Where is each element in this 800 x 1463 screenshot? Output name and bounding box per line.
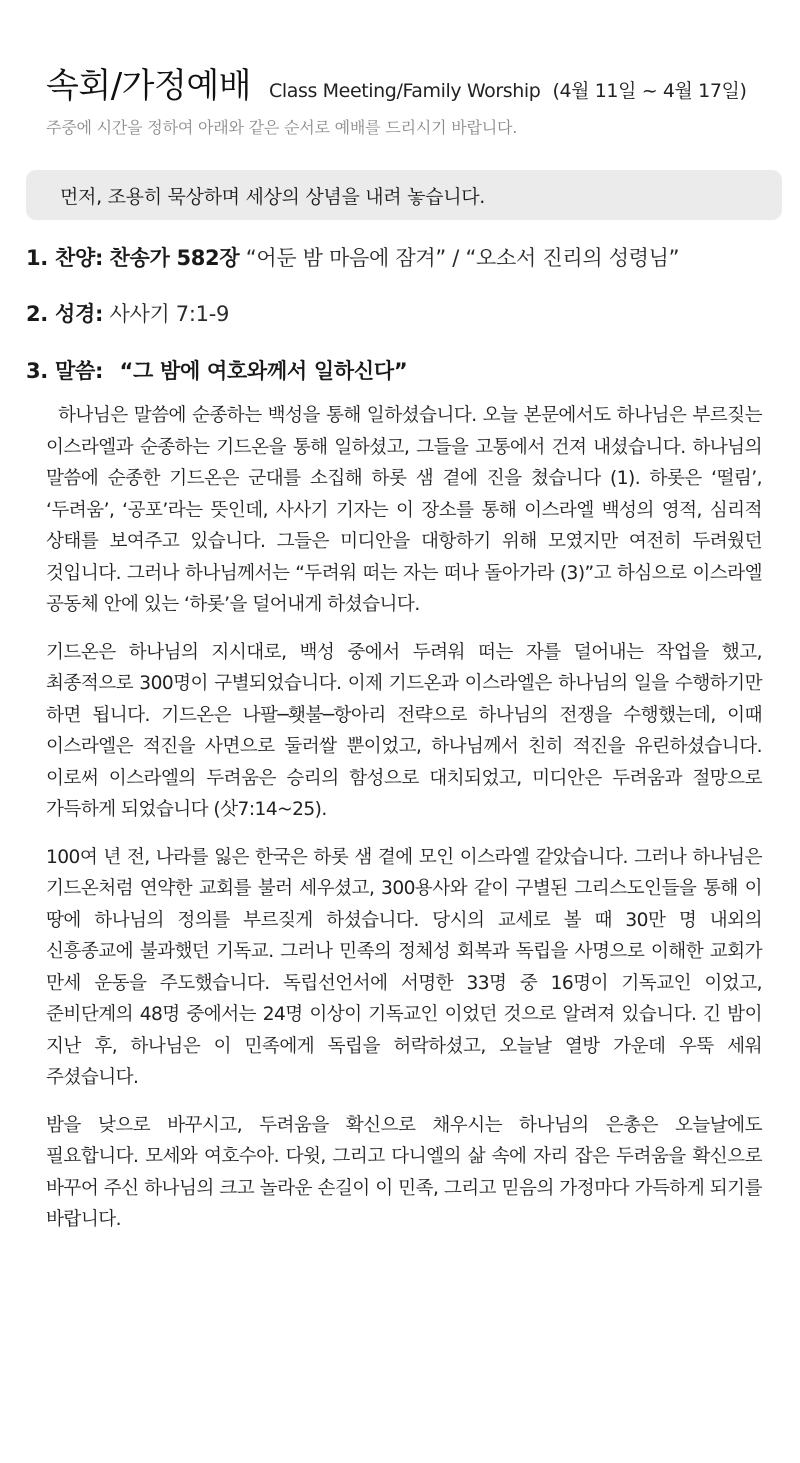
title-row <box>46 58 770 107</box>
page-title: 속회/가정예배 <box>46 66 252 106</box>
hymn-titles: “어둔 밤 마음에 잠겨” / “오소서 진리의 성령님” <box>245 246 680 270</box>
page-title-english: Class Meeting/Family Worship <box>269 80 541 102</box>
page-subtitle: 주중에 시간을 정하여 아래와 같은 순서로 예배를 드리시기 바랍니다. <box>46 118 518 137</box>
sermon-paragraph: 밤을 낮으로 바꾸시고, 두려움을 확신으로 채우시는 하나님의 은총은 오늘날에도 필요합니다. 모세와 여호수아. 다윗, 그리고 다니엘의 삶 속에 자리 잡은 두려움을 확신으로 바꾸어 주신 하나님의 크고 놀라운 손길이 이 민족, 그리고 믿음의 가정마다 가득하게 되기를 바랍니다. <box>46 1114 762 1230</box>
hymn-number: 찬송가 582장 <box>109 246 240 270</box>
sermon-body <box>46 400 762 1252</box>
scripture-reference: 사사기 7:1-9 <box>109 302 230 326</box>
sermon-paragraph: 하나님은 말씀에 순종하는 백성을 통해 일하셨습니다. 오늘 본문에서도 하나님은 부르짖는 이스라엘과 순종하는 기드온을 통해 일하셨고, 그들을 고통에서 건져 내셨습니다. 하나님의 말씀에 순종한 기드온은 군대를 소집해 하롯 샘 곁에 진을 쳤습니다 (1). 하롯은 ‘떨림’, ‘두려움’, ‘공포’라는 뜻인데, 사사기 기자는 이 장소를 통해 이스라엘 백성의 영적, 심리적 상태를 보여주고 있습니다. 그들은 미디안을 대항하기 위해 모였지만 여전히 두려웠던 것입니다. 그러나 하나님께서는 “두려워 떠는 자는 떠나 돌아가라 (3)”고 하심으로 이스라엘 공동체 안에 있는 ‘하롯’을 덜어내게 하셨습니다. <box>46 405 762 615</box>
sermon-paragraph: 기드온은 하나님의 지시대로, 백성 중에서 두려워 떠는 자를 덜어내는 작업을 했고, 최종적으로 300명이 구별되었습니다. 이제 기드온과 이스라엘은 하나님의 일을 수행하기만 하면 됩니다. 기드온은 나팔─횃불─항아리 전략으로 하나님의 전쟁을 수행했는데, 이때 이스라엘은 적진을 사면으로 둘러쌀 뿐이었고, 하나님께서 친히 적진을 유린하셨습니다. 이로써 이스라엘의 두려움은 승리의 함성으로 대치되었고, 미디안은 두려움과 절망으로 가득하게 되었습니다 (삿7:14~25). <box>46 641 762 820</box>
sermon-label: 3. 말씀: <box>26 359 104 383</box>
meditation-text: 먼저, 조용히 묵상하며 세상의 상념을 내려 놓습니다. <box>60 185 486 208</box>
date-range: (4월 11일 ~ 4월 17일) <box>552 80 747 102</box>
sermon-title: “그 밤에 여호와께서 일하신다” <box>119 359 408 383</box>
sermon-paragraph: 100여 년 전, 나라를 잃은 한국은 하롯 샘 곁에 모인 이스라엘 같았습니다. 그러나 하나님은 기드온처럼 연약한 교회를 불러 세우셨고, 300용사와 같이 구별된 그리스도인들을 통해 이 땅에 하나님의 정의를 부르짖게 하셨습니다. 당시의 교세로 볼 때 30만 명 내외의 신흥종교에 불과했던 기독교. 그러나 민족의 정체성 회복과 독립을 사명으로 이해한 교회가 만세 운동을 주도했습니다. 독립선언서에 서명한 33명 중 16명이 기독교인 이었고, 준비단계의 48명 중에서는 24명 이상이 기독교인 이었던 것으로 알려져 있습니다. 긴 밤이 지난 후, 하나님은 이 민족에게 독립을 허락하셨고, 오늘날 열방 가운데 우뚝 세워 주셨습니다. <box>46 846 762 1088</box>
scripture-item <box>26 298 229 328</box>
meditation-banner <box>26 170 782 220</box>
sermon-item <box>26 355 407 385</box>
hymn-item <box>26 242 679 272</box>
hymn-label: 1. 찬양: <box>26 246 104 270</box>
scripture-label: 2. 성경: <box>26 302 104 326</box>
page-header <box>46 58 770 138</box>
